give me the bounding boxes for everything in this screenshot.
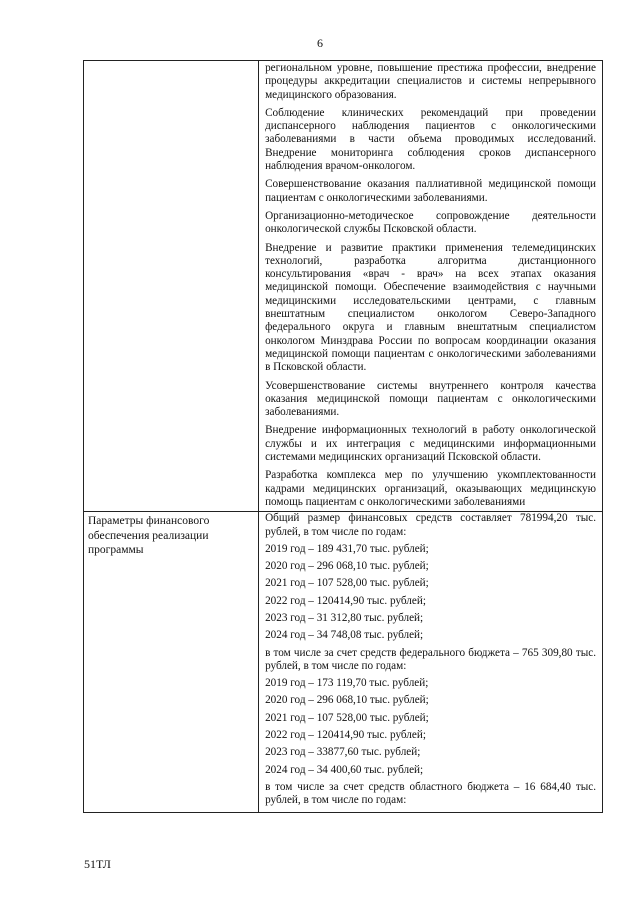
task-paragraph: Совершенствование оказания паллиативной медицинской помощи пациентам с онкологическими заболеваниями.: [265, 178, 596, 204]
financing-line: в том числе за счет средств федерального бюджета – 765 309,80 тыс. рублей, в том числе по годам:: [265, 646, 596, 672]
task-paragraph: Соблюдение клинических рекомендаций при проведении диспансерного наблюдения пациентов с онкологическими заболеваниями в части объема проводимых исследований. Внедрение мониторинга соблюдения сроков диспансерного наблюдения врачом-онкологом.: [265, 106, 596, 173]
empty-label-cell: [84, 61, 259, 512]
financing-cell: [259, 512, 603, 812]
financing-line: 2020 год – 296 068,10 тыс. рублей;: [265, 694, 429, 707]
task-paragraph: региональном уровне, повышение престижа профессии, внедрение процедуры аккредитации специалистов и системы непрерывного медицинского образования.: [265, 62, 596, 101]
financing-line: 2021 год – 107 528,00 тыс. рублей;: [265, 577, 429, 590]
document-code: 51ТЛ: [84, 857, 111, 871]
financing-line: 2021 год – 107 528,00 тыс. рублей;: [265, 711, 429, 724]
page-number: 6: [317, 36, 323, 50]
financing-line: в том числе за счет средств областного бюджета – 16 684,40 тыс. рублей, в том числе по годам:: [265, 780, 596, 807]
program-passport-table: [83, 60, 603, 813]
financing-label-cell: [84, 512, 259, 812]
task-paragraph: Усовершенствование системы внутреннего контроля качества оказания медицинской помощи пациентам с онкологическими заболеваниями.: [265, 379, 596, 419]
financing-line: Общий размер финансовых средств составляет 781994,20 тыс. рублей, в том числе по годам:: [265, 512, 596, 538]
table-row: [84, 512, 603, 812]
financing-line: 2022 год – 120414,90 тыс. рублей;: [265, 594, 426, 607]
table-row: [84, 61, 603, 512]
financing-label: Параметры финансового обеспечения реализации программы: [88, 515, 210, 557]
financing-line: 2019 год – 173 119,70 тыс. рублей;: [265, 677, 429, 690]
task-paragraph: Внедрение информационных технологий в работу онкологической службы и их интеграция с медицинскими информационными системами медицинских организаций Псковской области.: [265, 424, 596, 464]
tasks-cell: [259, 61, 603, 512]
financing-line: 2024 год – 34 748,08 тыс. рублей;: [265, 629, 424, 642]
task-paragraph: Разработка комплекса мер по улучшению укомплектованности кадрами медицинских организаций, оказывающих медицинскую помощь пациентам с онкологическими заболеваниями: [265, 469, 596, 508]
financing-line: 2022 год – 120414,90 тыс. рублей;: [265, 729, 426, 742]
financing-line: 2023 год – 31 312,80 тыс. рублей;: [265, 611, 424, 624]
task-paragraph: Организационно-методическое сопровождение деятельности онкологической службы Псковской области.: [265, 209, 596, 236]
financing-line: 2019 год – 189 431,70 тыс. рублей;: [265, 542, 429, 555]
financing-line: 2024 год – 34 400,60 тыс. рублей;: [265, 763, 424, 776]
financing-line: 2020 год – 296 068,10 тыс. рублей;: [265, 560, 429, 573]
task-paragraph: Внедрение и развитие практики применения телемедицинских технологий, разработка алгоритма дистанционного консультирования «врач - врач» на всех этапах оказания медицинской помощи. Обеспечение взаимодействия с научными медицинскими исследовательскими центрами, с главным внештатным специалистом онкологом Северо-Западного федерального округа и главным внештатным специалистом онкологом Минздрава России по вопросам координации оказания медицинской помощи пациентам с онкологическими заболеваниями в Псковской области.: [265, 241, 596, 374]
financing-line: 2023 год – 33877,60 тыс. рублей;: [265, 746, 421, 759]
